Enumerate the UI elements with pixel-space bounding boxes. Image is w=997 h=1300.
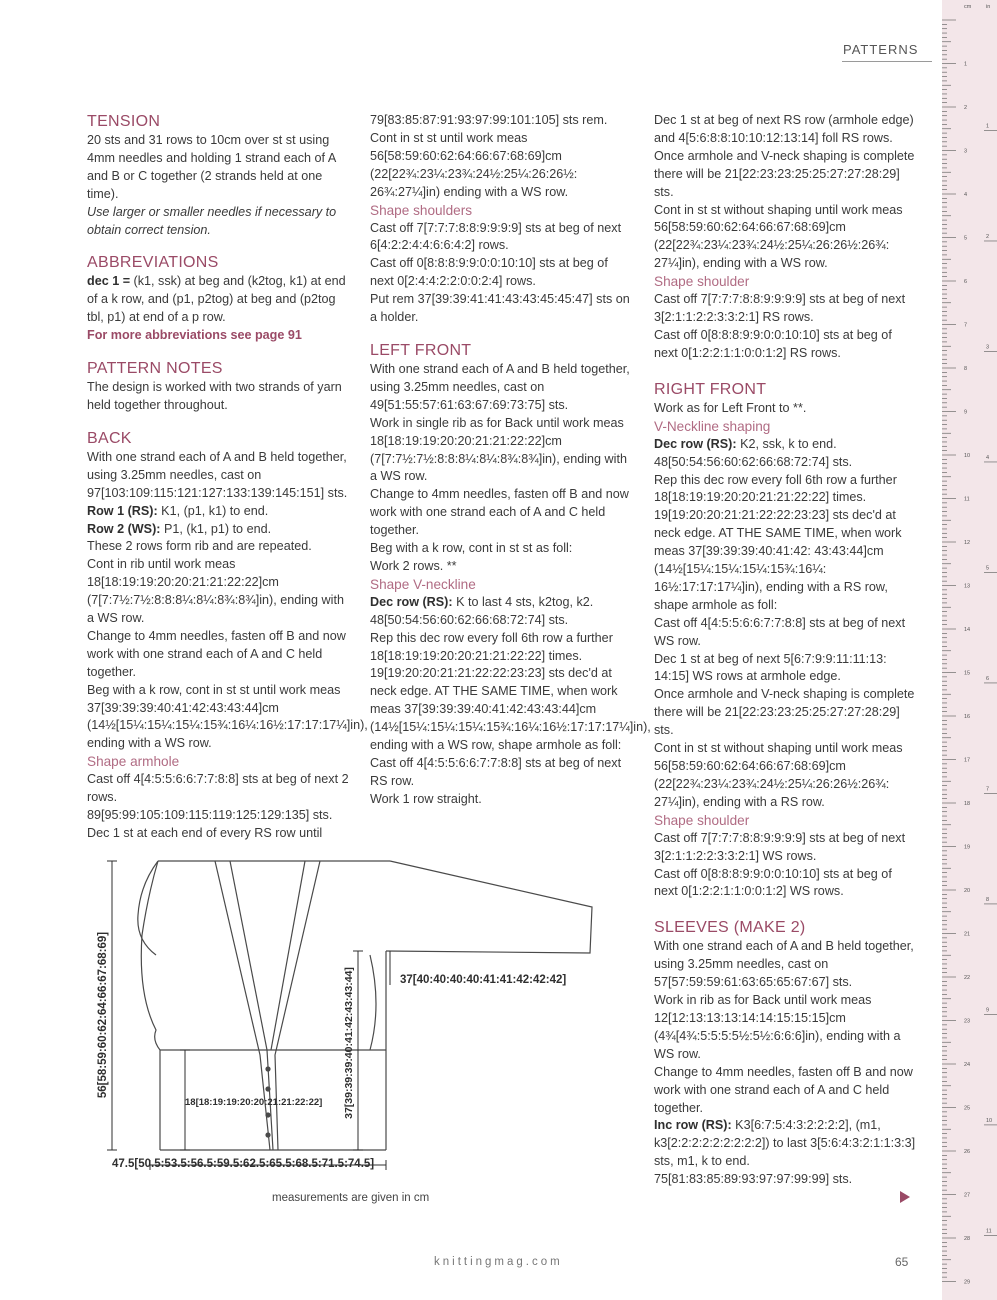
ruler-cm-label: 18: [964, 801, 971, 807]
ruler-cm-label: 23: [964, 1018, 971, 1025]
right-front-continue: Cont in st st without shaping until work meas 56[58:59:60:62:64:66:67:68:69]cm (22[22¾:23¼:23¾:24½:25¼:26:26½:26¾: 27¼]in), ending with a RS row.: [654, 741, 903, 809]
left-front-rep-dec: Rep this dec row every foll 6th row a further 18[18:19:19:20:20:21:21:22:22] times. 19[19:20:20:21:21:22:22:23:23] sts dec'd at neck edge. AT THE SAME TIME, when work meas 37[39:39:39:40:41:42:43:43:44]cm (14½[15¼:15¼:15¼:15¾:16¼:16½:17:17:17¼]in), ending with a WS row, shape armhole as foll:: [370, 630, 651, 753]
button-2: [265, 1086, 270, 1091]
row-1-label: Row 1 (RS):: [87, 503, 158, 518]
abbreviations-link[interactable]: For more abbreviations see page 91: [87, 328, 302, 343]
ruler-cm-label: 25: [964, 1105, 971, 1112]
right-armhole: [370, 955, 376, 1050]
back-armhole-cast-off: Cast off 4[4:5:5:6:6:7:7:8:8] sts at beg of next 2 rows.: [87, 772, 349, 805]
ruler-cm-label: 3: [964, 148, 968, 155]
vneckline-shaping-heading: V-Neckline shaping: [654, 418, 771, 434]
sleeves-cast-on: With one strand each of A and B held together, using 3.25mm needles, cast on 57[57:59:59:61:63:65:65:67:67] sts.: [654, 939, 914, 990]
right-front-complete: Once armhole and V-neck shaping is complete there will be 21[22:23:23:25:25:27:27:28:29] sts.: [654, 687, 915, 738]
ruler-unit-in: in: [986, 4, 991, 10]
ruler-unit-cm: cm: [964, 4, 972, 10]
ruler-cm-label: 9: [964, 409, 968, 416]
ruler: [942, 0, 997, 1300]
row-2-text: P1, (k1, p1) to end.: [160, 521, 272, 536]
ruler-cm-label: 7: [964, 322, 968, 329]
pattern-notes-heading: PATTERN NOTES: [87, 360, 223, 378]
ruler-cm-label: 14: [964, 627, 971, 633]
shape-armhole-heading: Shape armhole: [87, 754, 180, 770]
width-label: 47.5[50.5:53.5:56.5:59.5:62.5:65.5:68.5:71.5:74.5]: [112, 1158, 375, 1170]
ruler-in-label: 3: [986, 344, 990, 351]
ruler-in-label: 2: [986, 233, 990, 240]
sleeves-rib: Work in rib as for Back until work meas 12[12:13:13:13:14:14:15:15:15]cm (4¾[4¾:5:5:5:5½:5½:6:6:6]in), ending with a WS row.: [654, 993, 901, 1061]
column-1: [87, 112, 368, 843]
button-1: [265, 1066, 270, 1071]
dec-row-text: K to last 4 sts, k2tog, k2.: [452, 594, 594, 609]
left-front-st-st: Beg with a k row, cont in st st as foll:: [370, 541, 573, 556]
ruler-in-label: 4: [986, 454, 990, 461]
dec-row-label: Dec row (RS):: [370, 594, 453, 609]
ruler-cm-label: 21: [964, 931, 971, 938]
column-2: [370, 112, 651, 809]
ruler-in-label: 9: [986, 1007, 990, 1014]
ruler-cm-label: 28: [964, 1236, 971, 1242]
button-3: [265, 1112, 270, 1117]
shape-vneckline-heading: Shape V-neckline: [370, 576, 476, 592]
ruler-in-label: 8: [986, 896, 990, 903]
right-dec-row-label: Dec row (RS):: [654, 436, 737, 451]
button-4: [265, 1132, 270, 1137]
garment-schematic: [90, 855, 610, 1185]
right-shoulder-cast-off-2: Cast off 0[8:8:8:9:9:0:0:10:10] sts at beg of next 0[1:2:2:1:1:0:0:1:2] WS rows.: [654, 866, 892, 899]
right-front-heading: RIGHT FRONT: [654, 380, 767, 398]
right-shape-shoulder-heading: Shape shoulder: [654, 812, 750, 828]
back-dec-instruction: Dec 1 st at each end of every RS row until: [87, 826, 323, 840]
right-dec-row-text: K2, ssk, k to end.: [736, 436, 837, 451]
back-st-st: Beg with a k row, cont in st st until work meas 37[39:39:39:40:41:42:43:43:44]cm (14½[15¼:15¼:15¼:15¾:16¼:16½:17:17:17¼]in), ending with a WS row.: [87, 682, 368, 751]
tension-text: 20 sts and 31 rows to 10cm over st st using 4mm needles and holding 1 strand each of A and B or C together (2 strands held at one time).: [87, 133, 336, 201]
ruler-cm-label: 19: [964, 844, 971, 851]
sleeves-stitch-count: 75[81:83:85:89:93:97:97:99:99] sts.: [654, 1172, 853, 1187]
sleeve-outline: [386, 861, 592, 953]
ruler-cm-label: 27: [964, 1192, 971, 1199]
back-row-1: [87, 503, 352, 521]
abbreviations-heading: ABBREVIATIONS: [87, 254, 219, 272]
left-front-armhole-dec: Dec 1 st at beg of next RS row (armhole edge) and 4[5:6:8:8:10:10:12:13:14] foll RS rows.: [654, 113, 914, 145]
back-rib-length: Cont in rib until work meas 18[18:19:19:20:20:21:21:22:22]cm (7[7:7½:7½:8:8:8¼:8¼:8¾:8¾]in), ending with a WS row.: [87, 557, 344, 626]
left-front-armhole-cast-off: Cast off 4[4:5:5:6:6:7:7:8:8] sts at beg of next RS row.: [370, 756, 622, 788]
tension-note: Use larger or smaller needles if necessary to obtain correct tension.: [87, 204, 337, 237]
length-label: 56[58:59:60:62:64:66:67:68:69]: [97, 931, 109, 1099]
neckband-right-inner: [271, 861, 305, 1050]
back-continued: 79[83:85:87:91:93:97:99:101:105] sts rem. Cont in st st until work meas 56[58:59:60:62:64:66:67:68:69]cm (22[22¾:23¼:23¾:24½:25¼:26:26½: 26¾:27¼]in) ending with a WS row.: [370, 113, 608, 199]
ruler-cm-label: 24: [964, 1062, 971, 1068]
abbreviation-definition: (k1, ssk) at beg and (k2tog, k1) at end of a k row, and (p1, p2tog) at beg and (p2tog tbl, p1) at end of a p row.: [87, 274, 346, 325]
ruler-cm-label: 26: [964, 1149, 971, 1155]
back-rib-note: These 2 rows form rib and are repeated.: [87, 539, 312, 554]
sleeves-heading: SLEEVES (MAKE 2): [654, 919, 806, 937]
left-front-continue: Cont in st st without shaping until work meas 56[58:59:60:62:64:66:67:68:69]cm (22[22¾:23¼:23¾:24½:25¼:26:26½:26¾: 27¼]in), ending with a WS row.: [654, 202, 903, 271]
ruler-in-label: 1: [986, 123, 990, 130]
section-label: PATTERNS: [843, 42, 919, 57]
left-front-work-rows: Work 2 rows. **: [370, 558, 457, 573]
ruler-cm-label: 29: [964, 1279, 971, 1286]
right-front-rep-dec: Rep this dec row every foll 6th row a further 18[18:19:19:20:20:21:21:22:22] times. 19[19:20:20:21:21:22:22:23:23] sts dec'd at neck edge. AT THE SAME TIME, when work meas 37[39:39:39:40:41:42: 43:43:44]cm (14½[15¼:15¼:15¼:15¾:16¼: 16½:17:17:17¼]in), ending with a RS row, shape armhole as foll:: [654, 472, 902, 612]
left-front-dec-row: [370, 594, 635, 612]
ruler-cm-label: 17: [964, 757, 971, 764]
left-side-outline: [141, 861, 160, 1150]
ruler-cm-label: 10: [964, 453, 971, 459]
footer-site: knittingmag.com: [434, 1256, 563, 1268]
pattern-notes-text: The design is worked with two strands of yarn held together throughout.: [87, 380, 342, 412]
back-needle-change: Change to 4mm needles, fasten off B and now work with one strand each of A and C held together.: [87, 628, 346, 679]
back-row-2: [87, 521, 352, 539]
right-front-stitch-count: 48[50:54:56:60:62:66:68:72:74] sts.: [654, 454, 853, 469]
row-1-text: K1, (p1, k1) to end.: [157, 503, 269, 518]
back-stitch-count: 89[95:99:105:109:115:119:125:129:135] sts.: [87, 808, 333, 823]
side-label: 37[39:39:39:40:41:42:43:43:44]: [343, 967, 355, 1119]
left-front-cast-on: With one strand each of A and B held together, using 3.25mm needles, cast on 49[51:55:57:61:63:67:69:73:75] sts.: [370, 361, 630, 412]
continue-arrow-icon: [900, 1191, 910, 1203]
sleeves-inc-row: [654, 1117, 919, 1171]
shoulders-holder: Put rem 37[39:39:41:41:43:43:45:45:47] sts on a holder.: [370, 292, 630, 325]
ruler-in-label: 5: [986, 565, 990, 572]
left-shape-shoulder-heading: Shape shoulder: [654, 274, 750, 290]
tension-heading: TENSION: [87, 113, 161, 130]
inc-row-text: K3[6:7:5:4:3:2:2:2:2], (m1, k3[2:2:2:2:2:2:2:2:2]) to last 3[5:6:4:3:2:1:1:3:3] sts, m1, k to end.: [654, 1118, 916, 1169]
ruler-in-label: 10: [986, 1117, 993, 1124]
ruler-cm-label: 16: [964, 714, 971, 720]
ruler-cm-label: 12: [964, 540, 971, 546]
ruler-cm-label: 1: [964, 61, 968, 68]
abbreviations-text: [87, 273, 352, 327]
back-heading: BACK: [87, 429, 132, 447]
left-shoulder-cast-off-1: Cast off 7[7:7:7:8:8:9:9:9:9] sts at beg of next 3[2:1:1:2:2:3:3:2:1] RS rows.: [654, 292, 906, 325]
shoulders-cast-off-1: Cast off 7[7:7:7:8:8:9:9:9:9] sts at beg of next 6[4:2:2:4:4:6:6:4:2] rows.: [370, 220, 622, 253]
ruler-cm-label: 11: [964, 496, 970, 503]
left-shoulder-cast-off-2: Cast off 0[8:8:8:9:9:0:0:10:10] sts at beg of next 0[1:2:2:1:1:0:0:1:2] RS rows.: [654, 327, 892, 360]
rib-label: 18[18:19:19:20:20:21:21:22:22]: [185, 1097, 323, 1108]
back-cast-on: With one strand each of A and B held together, using 3.25mm needles, cast on 97[103:109:115:121:127:133:139:145:151] sts.: [87, 449, 348, 500]
ruler-cm-label: 6: [964, 279, 968, 285]
right-shoulder-cast-off-1: Cast off 7[7:7:7:8:8:9:9:9:9] sts at beg of next 3[2:1:1:2:2:3:3:2:1] WS rows.: [654, 830, 906, 863]
page-number: 65: [895, 1255, 909, 1269]
left-front-needle-change: Change to 4mm needles, fasten off B and now work with one strand each of A and C held together.: [370, 487, 629, 538]
left-front-stitch-count: 48[50:54:56:60:62:66:68:72:74] sts.: [370, 612, 569, 627]
right-front-armhole-dec: Dec 1 st at beg of next 5[6:7:9:9:11:11:13: 14:15] WS rows at armhole edge.: [654, 651, 887, 684]
left-front-straight: Work 1 row straight.: [370, 791, 482, 806]
ruler-in-label: 11: [986, 1228, 992, 1235]
left-armhole: [138, 861, 158, 955]
right-front-dec-row: [654, 436, 919, 454]
ruler-cm-label: 15: [964, 670, 971, 677]
shoulders-cast-off-2: Cast off 0[8:8:8:9:9:0:0:10:10] sts at beg of next 0[2:4:4:2:2:0:0:2:4] rows.: [370, 256, 608, 289]
left-front-rib: Work in single rib as for Back until work meas 18[18:19:19:20:20:21:21:22:22]cm (7[7:7½:7½:8:8:8¼:8¼:8¾:8¾]in), ending with a WS row.: [370, 415, 627, 484]
ruler-cm-label: 22: [964, 975, 971, 981]
header-divider: [842, 61, 932, 62]
abbreviation-term: dec 1 =: [87, 274, 131, 289]
ruler-cm-label: 4: [964, 192, 968, 198]
row-2-label: Row 2 (WS):: [87, 521, 161, 536]
left-front-complete: Once armhole and V-neck shaping is complete there will be 21[22:23:23:25:25:27:27:28:29] sts.: [654, 148, 915, 199]
ruler-cm-label: 8: [964, 366, 968, 372]
ruler-in-label: 6: [986, 675, 990, 682]
column-3: [654, 112, 919, 1189]
ruler-in-label: 7: [986, 786, 990, 793]
ruler-cm-label: 2: [964, 105, 968, 111]
ruler-cm-label: 13: [964, 583, 971, 590]
shape-shoulders-heading: Shape shoulders: [370, 202, 473, 218]
ruler-cm-label: 20: [964, 888, 971, 894]
diagram-caption: measurements are given in cm: [272, 1192, 430, 1204]
left-front-heading: LEFT FRONT: [370, 341, 472, 359]
inc-row-label: Inc row (RS):: [654, 1118, 732, 1133]
ruler-cm-label: 5: [964, 235, 968, 242]
right-front-armhole-cast-off: Cast off 4[4:5:5:6:6:7:7:8:8] sts at beg of next WS row.: [654, 615, 906, 648]
sleeve-label: 37[40:40:40:40:41:41:42:42:42]: [400, 974, 567, 986]
right-front-intro: Work as for Left Front to **.: [654, 400, 807, 415]
sleeves-needle-change: Change to 4mm needles, fasten off B and now work with one strand each of A and C held together.: [654, 1064, 913, 1115]
